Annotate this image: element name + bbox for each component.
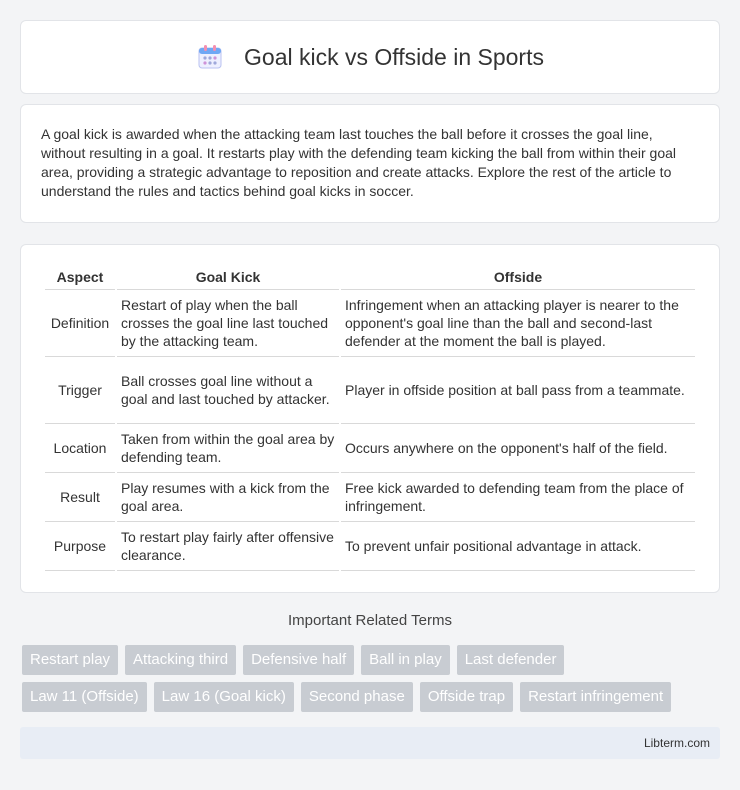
tag-second-phase[interactable]: Second phase [301,682,413,712]
intro-card [20,104,720,223]
tag-defensive-half[interactable]: Defensive half [243,645,354,675]
table-cell: Location [45,424,115,473]
table-cell: Infringement when an attacking player is nearer to the opponent's goal line than the ball and second-last defender at the moment the ball is played. [341,290,695,357]
tag-restart-infringement[interactable]: Restart infringement [520,682,671,712]
tag-attacking-third[interactable]: Attacking third [125,645,236,675]
tag-row [22,682,722,712]
comparison-table-card [20,244,720,593]
column-header-aspect: Aspect [45,265,115,290]
tag-offside-trap[interactable]: Offside trap [420,682,513,712]
tag-row [22,645,722,675]
table-cell: Occurs anywhere on the opponent's half of the field. [341,424,695,473]
table-cell: Ball crosses goal line without a goal and last touched by attacker. [117,357,339,424]
table-cell: Definition [45,290,115,357]
comparison-table [43,265,697,571]
table-row [45,357,695,424]
tag-restart-play[interactable]: Restart play [22,645,118,675]
table-cell: To prevent unfair positional advantage in attack. [341,522,695,571]
table-row [45,290,695,357]
intro-text: A goal kick is awarded when the attacking team last touches the ball before it crosses the goal line, without resulting in a goal. It restarts play with the defending team kicking the ball from within their goal area, providing a strategic advantage to reposition and create attacks. Explore the rest of the article to understand the rules and tactics behind goal kicks in soccer. [41,126,676,199]
related-terms-title: Important Related Terms [288,612,452,629]
table-cell: Trigger [45,357,115,424]
table-row [45,424,695,473]
table-cell: To restart play fairly after offensive clearance. [117,522,339,571]
calendar-icon [196,43,224,71]
tag-law-11[interactable]: Law 11 (Offside) [22,682,147,712]
table-row [45,473,695,522]
table-cell: Restart of play when the ball crosses the goal line last touched by the attacking team. [117,290,339,357]
header-card [20,20,720,94]
tag-law-16[interactable]: Law 16 (Goal kick) [154,682,294,712]
column-header-goal-kick: Goal Kick [117,265,339,290]
table-cell: Purpose [45,522,115,571]
table-cell: Free kick awarded to defending team from the place of infringement. [341,473,695,522]
column-header-offside: Offside [341,265,695,290]
related-terms [22,645,722,719]
tag-ball-in-play[interactable]: Ball in play [361,645,450,675]
table-cell: Play resumes with a kick from the goal area. [117,473,339,522]
table-cell: Result [45,473,115,522]
page-title: Goal kick vs Offside in Sports [244,43,544,70]
table-row [45,522,695,571]
table-cell: Taken from within the goal area by defending team. [117,424,339,473]
table-cell: Player in offside position at ball pass from a teammate. [341,357,695,424]
tag-last-defender[interactable]: Last defender [457,645,565,675]
footer-link[interactable]: Libterm.com [643,736,710,750]
footer [20,727,720,759]
